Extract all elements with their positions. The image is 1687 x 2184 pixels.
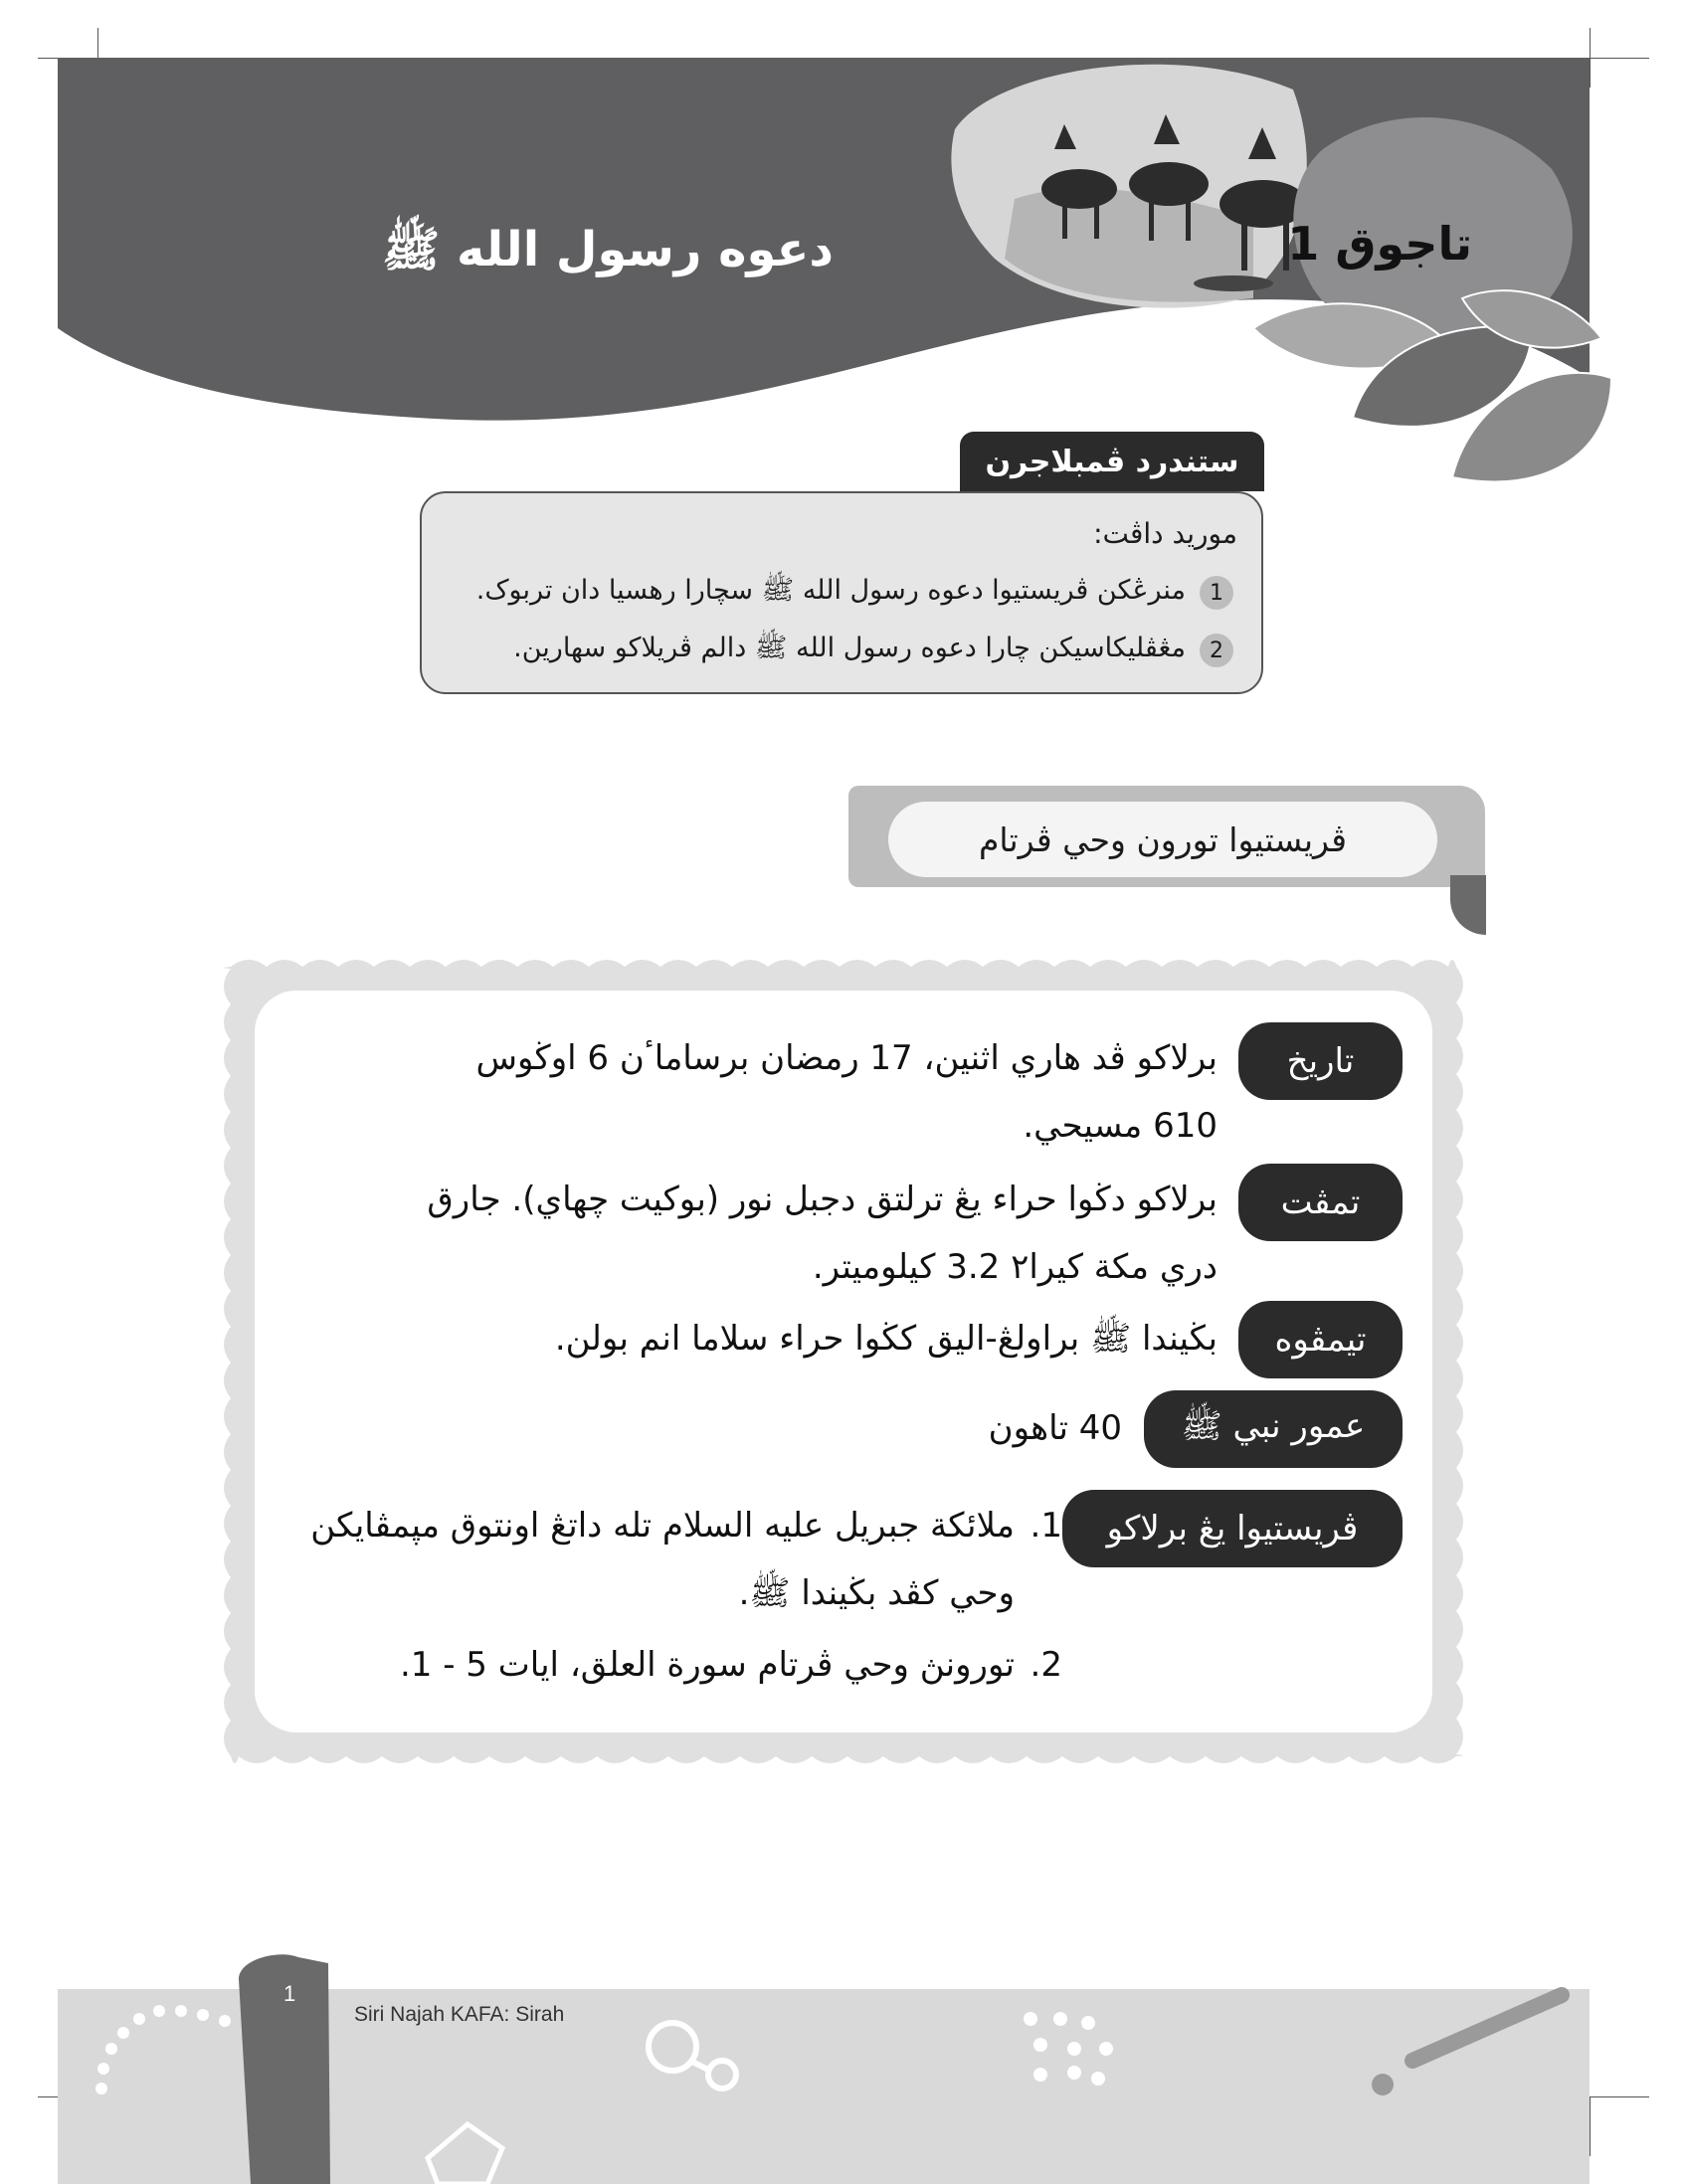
section-heading-curl (1450, 875, 1486, 935)
age-label: عمور نبي ﷺ (1144, 1390, 1403, 1468)
event-number: 2. (1030, 1645, 1062, 1685)
time-label: تيمڤوه (1238, 1301, 1403, 1378)
place-line-2: دري مکة کيرا٢ 3.2 کيلوميتر. (812, 1247, 1218, 1287)
event-2-text: تورونڽ وحي ڤرتام سورة العلق، ايات 5 - 1. (399, 1645, 1015, 1685)
event-item-1 (267, 1492, 1062, 1627)
date-text (322, 1024, 1218, 1160)
item-number: 1 (1200, 576, 1233, 610)
standard-tab: ستندرد ڤمبلاجرن (960, 432, 1264, 491)
book-title: Siri Najah KAFA: Sirah (354, 2003, 565, 2026)
chapter-title: دعوه رسول الله ﷺ (382, 222, 834, 277)
standard-intro: موريد داڤت: (1093, 517, 1237, 550)
item-text: منرڠكن ڤريستيوا دعوه رسول الله ﷺ سچارا رهسيا دان تربوک. (475, 575, 1186, 606)
page-number: 1 (283, 1981, 296, 2006)
event-1-line-2: وحي کڤد بڬيندا ﷺ. (738, 1573, 1015, 1613)
event-number: 1. (1030, 1506, 1062, 1546)
event-label: ڤريستيوا يڠ برلاکو (1062, 1490, 1403, 1567)
place-text (223, 1166, 1218, 1301)
section-heading: ڤريستيوا تورون وحي ڤرتام (888, 802, 1437, 877)
date-line-2: 610 مسيحي. (1023, 1106, 1218, 1146)
standard-box (420, 491, 1263, 694)
place-line-1: برلاکو دڬوا حراء يڠ ترلتق دجبل نور (بوکيت چهاي). جارق (427, 1180, 1218, 1219)
item-text: مڠڤليكاسيكن چارا دعوه رسول الله ﷺ دالم ڤريلاکو سهارين. (513, 633, 1186, 663)
event-list (267, 1492, 1062, 1699)
footer-banner (0, 1949, 1687, 2184)
time-text: بڬيندا ﷺ براولڠ-اليق کڬوا حراء سلاما انم بولن. (554, 1319, 1218, 1359)
event-1-line-1: ملائکة جبريل عليه السلام تله داتڠ اونتوق مڽمڤايکن (310, 1506, 1015, 1546)
event-item-2 (267, 1631, 1062, 1699)
item-number: 2 (1200, 634, 1233, 667)
date-label: تاريخ (1238, 1022, 1403, 1100)
standard-item (513, 631, 1233, 670)
date-line-1: برلاکو ڤد هاري اثنين، 17 رمضان برساماٴن 6 اوڬوس (475, 1038, 1218, 1078)
standard-item (476, 573, 1233, 613)
place-label: تمڤت (1238, 1164, 1403, 1241)
age-text: 40 تاهون (988, 1408, 1122, 1448)
chapter-label: تاجوق 1 (1287, 217, 1472, 271)
